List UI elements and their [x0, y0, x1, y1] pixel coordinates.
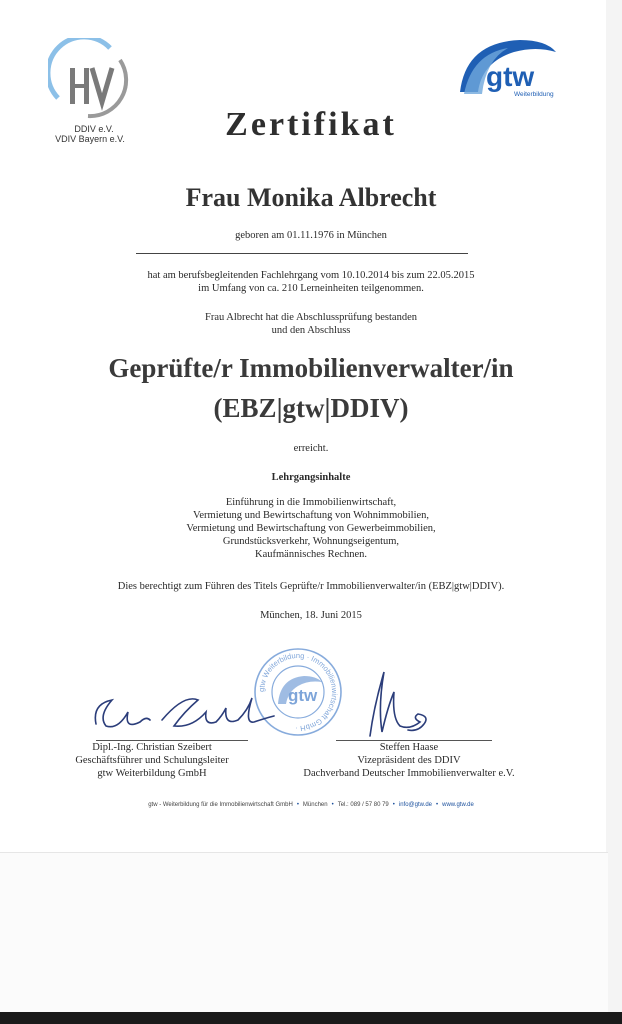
ddiv-caption: DDIV e.V. — [74, 124, 114, 134]
contents-item: Grundstücksverkehr, Wohnungseigentum, — [222, 536, 400, 547]
achieved-text: erreicht. — [293, 443, 329, 454]
stamp-ring-text: gtw Weiterbildung · Immobilienwirtschaft GmbH · — [256, 650, 340, 734]
gtw-tagline: Weiterbildung — [514, 91, 554, 98]
signatory-right-role: Vizepräsident des DDIV — [357, 755, 461, 766]
blank-lower-area — [0, 852, 608, 1012]
footer-company: gtw - Weiterbildung für die Immobilienwirtschaft GmbH — [148, 802, 293, 808]
divider — [136, 253, 468, 254]
contents-item: Vermietung und Bewirtschaftung von Gewerbeimmobilien, — [186, 523, 436, 534]
signature-szeibert — [88, 686, 288, 738]
contents-item: Vermietung und Bewirtschaftung von Wohnimmobilien, — [192, 510, 430, 521]
entitlement-text: Dies berechtigt zum Führen des Titels Geprüfte/r Immobilienverwalter/in (EBZ|gtw|DDIV). — [117, 581, 505, 592]
recipient-name: Frau Monika Albrecht — [185, 183, 437, 212]
footer-phone: Tel.: 089 / 57 80 79 — [337, 802, 389, 808]
place-date: München, 18. Juni 2015 — [260, 610, 362, 621]
signatory-left-role: Geschäftsführer und Schulungsleiter — [75, 755, 229, 766]
signatory-right — [266, 741, 552, 780]
footer-address: gtw - Weiterbildung für die Immobilienwirtschaft GmbH • München • Tel.: 089 / 57 80 79 • info@gtw.de • www.gtw.de — [148, 802, 474, 808]
certificate-title: Zertifikat — [225, 106, 397, 143]
gtw-wordmark: gtw — [486, 61, 535, 92]
contents-item: Kaufmännisches Rechnen. — [255, 549, 367, 560]
birth-line: geboren am 01.11.1976 in München — [235, 230, 387, 241]
degree-designation: (EBZ|gtw|DDIV) — [213, 393, 409, 423]
course-line-1: hat am berufsbegleitenden Fachlehrgang vom 10.10.2014 bis zum 22.05.2015 — [147, 270, 475, 281]
contents-heading: Lehrgangsinhalte — [271, 472, 351, 483]
footer-city: München — [302, 802, 328, 808]
signatory-left-org: gtw Weiterbildung GmbH — [97, 768, 207, 779]
passed-line-1: Frau Albrecht hat die Abschlussprüfung bestanden — [205, 312, 417, 323]
course-line-2: im Umfang von ca. 210 Lerneinheiten teilgenommen. — [198, 283, 424, 294]
passed-line-2: und den Abschluss — [271, 325, 351, 336]
signatory-left — [40, 741, 264, 780]
scan-edge-bottom — [0, 1012, 622, 1024]
signature-haase — [348, 666, 444, 742]
gtw-logo — [456, 34, 560, 100]
contents-item: Einführung in die Immobilienwirtschaft, — [225, 497, 397, 508]
signatory-right-name: Steffen Haase — [379, 742, 439, 753]
scan-edge-right — [606, 0, 622, 1012]
footer-web: www.gtw.de — [442, 802, 474, 808]
degree-title: Geprüfte/r Immobilienverwalter/in — [108, 353, 514, 383]
stamp-center-mark: gtw — [288, 686, 318, 705]
signatory-left-name: Dipl.-Ing. Christian Szeibert — [92, 742, 212, 753]
footer-email: info@gtw.de — [398, 802, 432, 808]
gtw-swoosh-icon — [456, 34, 560, 100]
signatory-right-org: Dachverband Deutscher Immobilienverwalter e.V. — [303, 768, 515, 779]
vdiv-caption: VDIV Bayern e.V. — [55, 134, 125, 144]
